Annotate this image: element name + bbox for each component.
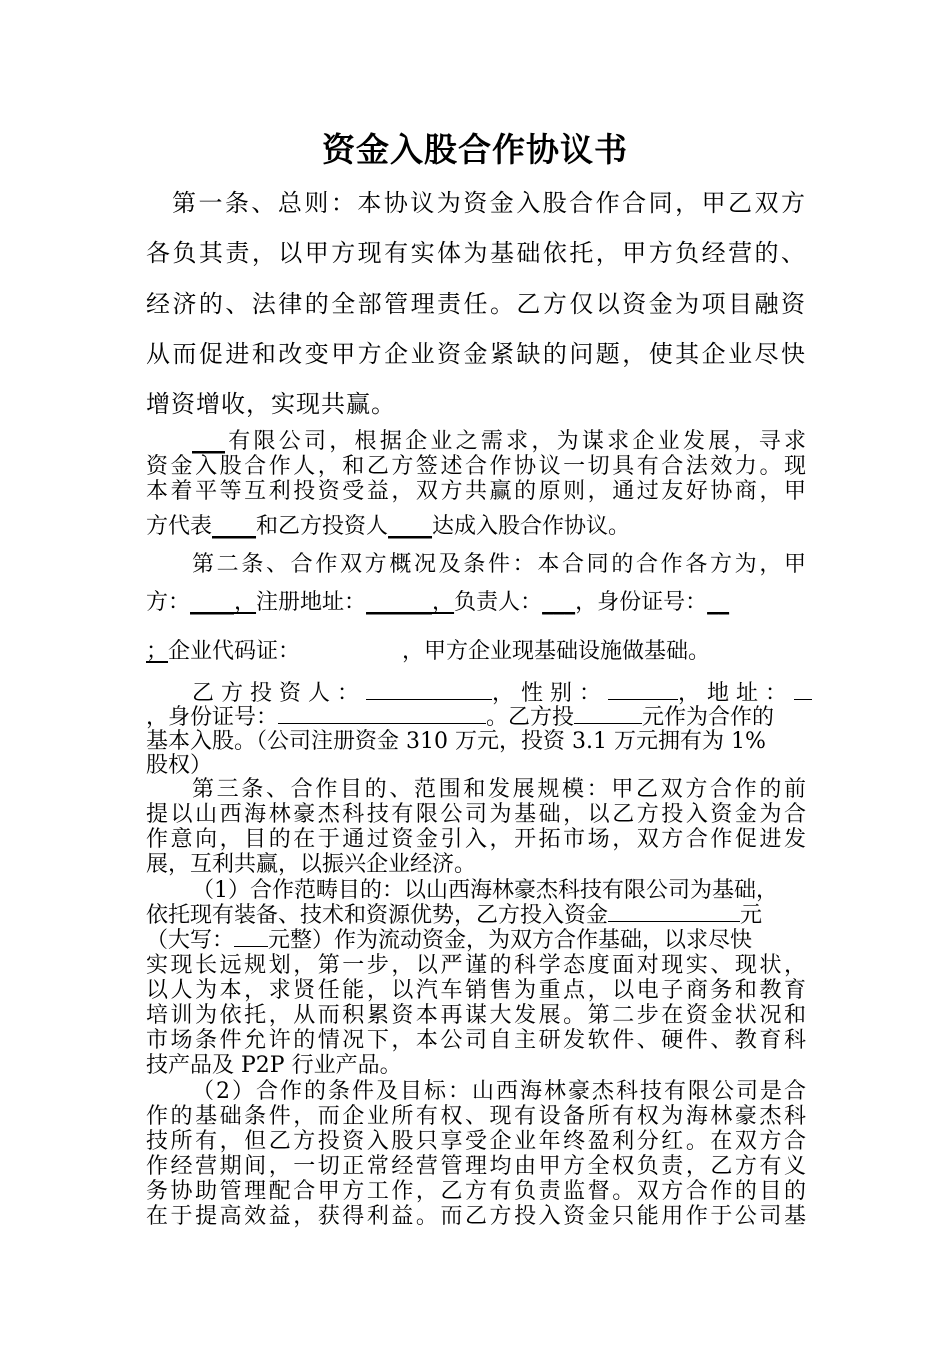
article-1-line-5: 增资增收，实现共赢。 [146,390,396,418]
gender-blank[interactable] [608,681,678,700]
party-b-invest-text: 元作为合作的 [642,705,775,730]
party-a-rep-blank[interactable]: ____ [212,514,257,539]
company-paragraph-line-2: 资金入股合作人，和乙方签述合作协议一切具有合法效力。现 [146,454,806,479]
address-blank[interactable] [794,681,812,700]
id-number-label: ，身份证号： [575,590,708,615]
clause-1-capital-label: （大写： [146,928,235,953]
party-b-line-4: 股权） [146,753,213,778]
article-1-line-2: 各负其责，以甲方现有实体为基础依托，甲方负经营的、 [146,239,806,267]
party-b-invest-label: 。乙方投 [486,705,575,730]
article-1-line-3: 经济的、法律的全部管理责任。乙方仅以资金为项目融资 [146,290,806,318]
clause-1-amount-blank[interactable] [608,903,740,922]
id-number-blank[interactable]: __ [707,590,730,615]
party-b-investor-blank[interactable]: ____ [388,514,433,539]
company-paragraph-line-4 [146,509,806,540]
article-2-line-2 [146,585,806,616]
article-2-line-1: 第二条、合作双方概况及条件：本合同的合作各方为，甲 [192,552,806,577]
enterprise-code-label: 企业代码证： [168,639,301,664]
article-1-line-1: 第一条、总则：本协议为资金入股合作合同，甲乙双方 [172,189,806,217]
clause-2-line-1: （2）合作的条件及目标：山西海林豪杰科技有限公司是合 [192,1079,806,1104]
clause-2-line-5: 务协助管理配合甲方工作，乙方有负责监督。双方合作的目的 [146,1179,806,1204]
party-b-investor-label: 和乙方投资人 [256,514,389,539]
clause-2-line-2: 作的基础条件，而企业所有权、现有设备所有权为海林豪杰科 [146,1104,806,1129]
responsible-person-label: 负责人： [454,590,543,615]
clause-1-line-1: （1）合作范畴目的：以山西海林豪杰科技有限公司为基础， [192,878,778,903]
party-b-line-3: 基本入股。（公司注册资金 310 万元，投资 3.1 万元拥有为 1% [146,729,766,754]
party-b-id-blank[interactable] [278,705,486,724]
responsible-person-blank[interactable]: ___ [542,590,576,615]
id-number-blank-cont[interactable]: ； [146,639,169,664]
clause-1-line-5: 以人为本，求贤任能，以汽车销售为重点，以电子商务和教育 [146,978,806,1003]
party-b-investor-name-blank[interactable] [366,681,492,700]
article-3-line-4: 展，互利共赢，以振兴企业经济。 [146,852,477,877]
clause-2-line-6: 在于提高效益，获得利益。而乙方投入资金只能用作于公司基 [146,1204,806,1229]
party-b-id-label: ，身份证号： [146,705,279,730]
clause-1-line-4: 实现长远规划，第一步，以严谨的科学态度面对现实、现状， [146,953,806,978]
document-title: 资金入股合作协议书 [322,130,628,169]
enterprise-basis-text: ，甲方企业现基础设施做基础。 [402,639,711,664]
company-paragraph-text-1: 有限公司，根据企业之需求，为谋求企业发展，寻求 [225,429,806,454]
party-a-label: 方： [146,590,191,615]
party-b-investor-label-2: 乙方投资人： [192,681,367,706]
clause-2-line-3: 技所有，但乙方投资入股只享受企业年终盈利分红。在双方合 [146,1129,806,1154]
clause-1-capital-text: 元整）作为流动资金，为双方合作基础，以求尽快 [268,928,753,953]
party-a-rep-label: 方代表 [146,514,213,539]
reg-address-label: 注册地址： [256,590,367,615]
article-1-line-4: 从而促进和改变甲方企业资金紧缺的问题，使其企业尽快 [146,340,806,368]
article-3-line-1: 第三条、合作目的、范围和发展规模：甲乙双方合作的前 [192,777,806,802]
clause-1-capital-blank[interactable] [234,928,268,947]
clause-2-line-4: 作经营期间，一切正常经营管理均由甲方全权负责，乙方有义 [146,1154,806,1179]
article-3-line-2: 提以山西海林豪杰科技有限公司为基础，以乙方投入资金为合 [146,802,806,827]
gender-label: ，性别： [492,681,609,706]
clause-1-line-6: 培训为依托，从而积累资本再谋大发展。第二步在资金状况和 [146,1003,806,1028]
clause-1-line-8: 技产品及 P2P 行业产品。 [146,1053,402,1078]
article-3-line-3: 作意向，目的在于通过资金引入，开拓市场，双方合作促进发 [146,827,806,852]
article-2-line-3 [146,634,806,665]
party-b-amount-blank[interactable] [574,705,642,724]
clause-1-line-7: 市场条件允许的情况下，本公司自主研发软件、硬件、教育科 [146,1028,806,1053]
reg-address-blank[interactable]: ______， [366,590,455,615]
party-a-name-blank[interactable]: ____， [190,590,257,615]
company-name-blank[interactable]: ___ [192,429,225,454]
clause-1-invest-text: 依托现有装备、技术和资源优势，乙方投入资金 [146,903,609,928]
address-label: ，地址： [678,681,795,706]
company-paragraph-line-3: 本着平等互利投资受益，双方共赢的原则，通过友好协商，甲 [146,479,806,504]
clause-1-yuan: 元 [740,903,763,928]
agreement-reached-text: 达成入股合作协议。 [432,514,631,539]
